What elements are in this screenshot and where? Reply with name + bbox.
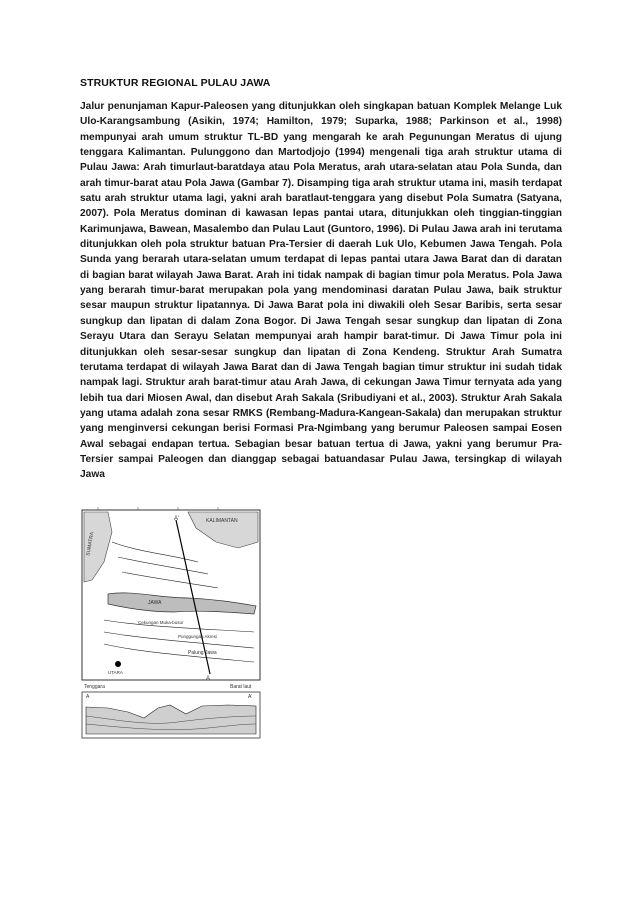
label-kalimantan: KALIMANTAN <box>206 518 238 524</box>
section-left-label: Tenggara <box>84 684 105 690</box>
geologic-figure <box>78 502 268 742</box>
page-title: STRUKTUR REGIONAL PULAU JAWA <box>80 77 271 89</box>
body-paragraph: Jalur penunjaman Kapur-Paleosen yang ditunjukkan oleh singkapan batuan Komplek Melange Luk Ulo-Karangsambung (Asikin, 1974; Hamilton, 1979; Suparka, 1988; Parkinson et al., 1998) mempunyai arah umum struktur TL-BD yang mengarah ke arah Pegunungan Meratus di ujung tenggara Kalimantan. Pulunggono dan Martodjojo (1994) mengenali tiga arah struktur utama di Pulau Jawa: Arah timurlaut-baratdaya atau Pola Meratus, arah utara-selatan atau Pola Sunda, dan arah timur-barat atau Pola Jawa (Gambar 7). Disamping tiga arah struktur utama ini, masih terdapat satu arah struktur utama lagi, yakni arah baratlaut-tenggara yang disebut Pola Sumatra (Satyana, 2007). Pola Meratus dominan di kawasan lepas pantai utara, ditunjukkan oleh tinggian-tinggian Karimunjawa, Bawean, Masalembo dan Pulau Laut (Guntoro, 1996). Di Pulau Jawa arah ini terutama ditunjukkan oleh pola struktur batuan Pra-Tersier di daerah Luk Ulo, Kebumen Jawa Tengah. Pola Sunda yang berarah utara-selatan umum terdapat di lepas pantai utara Jawa Barat dan di daratan di bagian barat wilayah Jawa Barat. Arah ini tidak nampak di bagian timur pola Meratus. Pola Jawa yang berarah timur-barat merupakan pola yang mendominasi daratan Pulau Jawa, baik struktur sesar maupun struktur lipatannya. Di Jawa Barat pola ini diwakili oleh Sesar Baribis, serta sesar sungkup dan lipatan di dalam Zona Bogor. Di Jawa Tengah sesar sungkup dan lipatan di Zona Serayu Utara dan Serayu Selatan mempunyai arah hampir barat-timur. Di Jawa Timur pola ini ditunjukkan oleh sesar-sesar sungkup dan lipatan di Zona Kendeng. Struktur Arah Sumatra terutama terdapat di wilayah Jawa Barat dan di Jawa Tengah bagian timur struktur ini sudah tidak nampak lagi. Struktur arah barat-timur atau Arah Jawa, di cekungan Jawa Timur ternyata ada yang lebih tua dari Miosen Awal, dan disebut Arah Sakala (Sribudiyani et al., 2003). Struktur Arah Sakala yang utama adalah zona sesar RMKS (Rembang-Madura-Kangean-Sakala) dan merupakan struktur yang menginversi cekungan berisi Formasi Pra-Ngimbang yang berumur Paleosen sampai Eosen Awal sebagai endapan tertua. Sebagian besar batuan tertua di Jawa, yakni yang berumur Pra-Tersier sampai Paleogen dan dianggap sebagai batuandasar Pulau Jawa, tersingkap di wilayah Jawa <box>80 101 562 481</box>
map-figure-svg <box>78 502 268 742</box>
section-a-label: A <box>86 694 90 700</box>
section-right-label: Barat laut <box>230 684 252 690</box>
label-punggungan: Punggungan Akresi <box>178 634 218 639</box>
label-cekungan: Cekungan Muka-busur <box>138 620 184 625</box>
svg-text:UTARA: UTARA <box>108 670 123 675</box>
label-jawa: JAWA <box>148 600 162 606</box>
section-a-prime-label: A' <box>248 694 253 700</box>
label-sumatra: SUMATRA <box>85 531 96 557</box>
label-palung-jawa: Palung Jawa <box>188 650 217 656</box>
label-a-prime: A' <box>174 516 180 522</box>
label-a: A <box>206 676 211 682</box>
